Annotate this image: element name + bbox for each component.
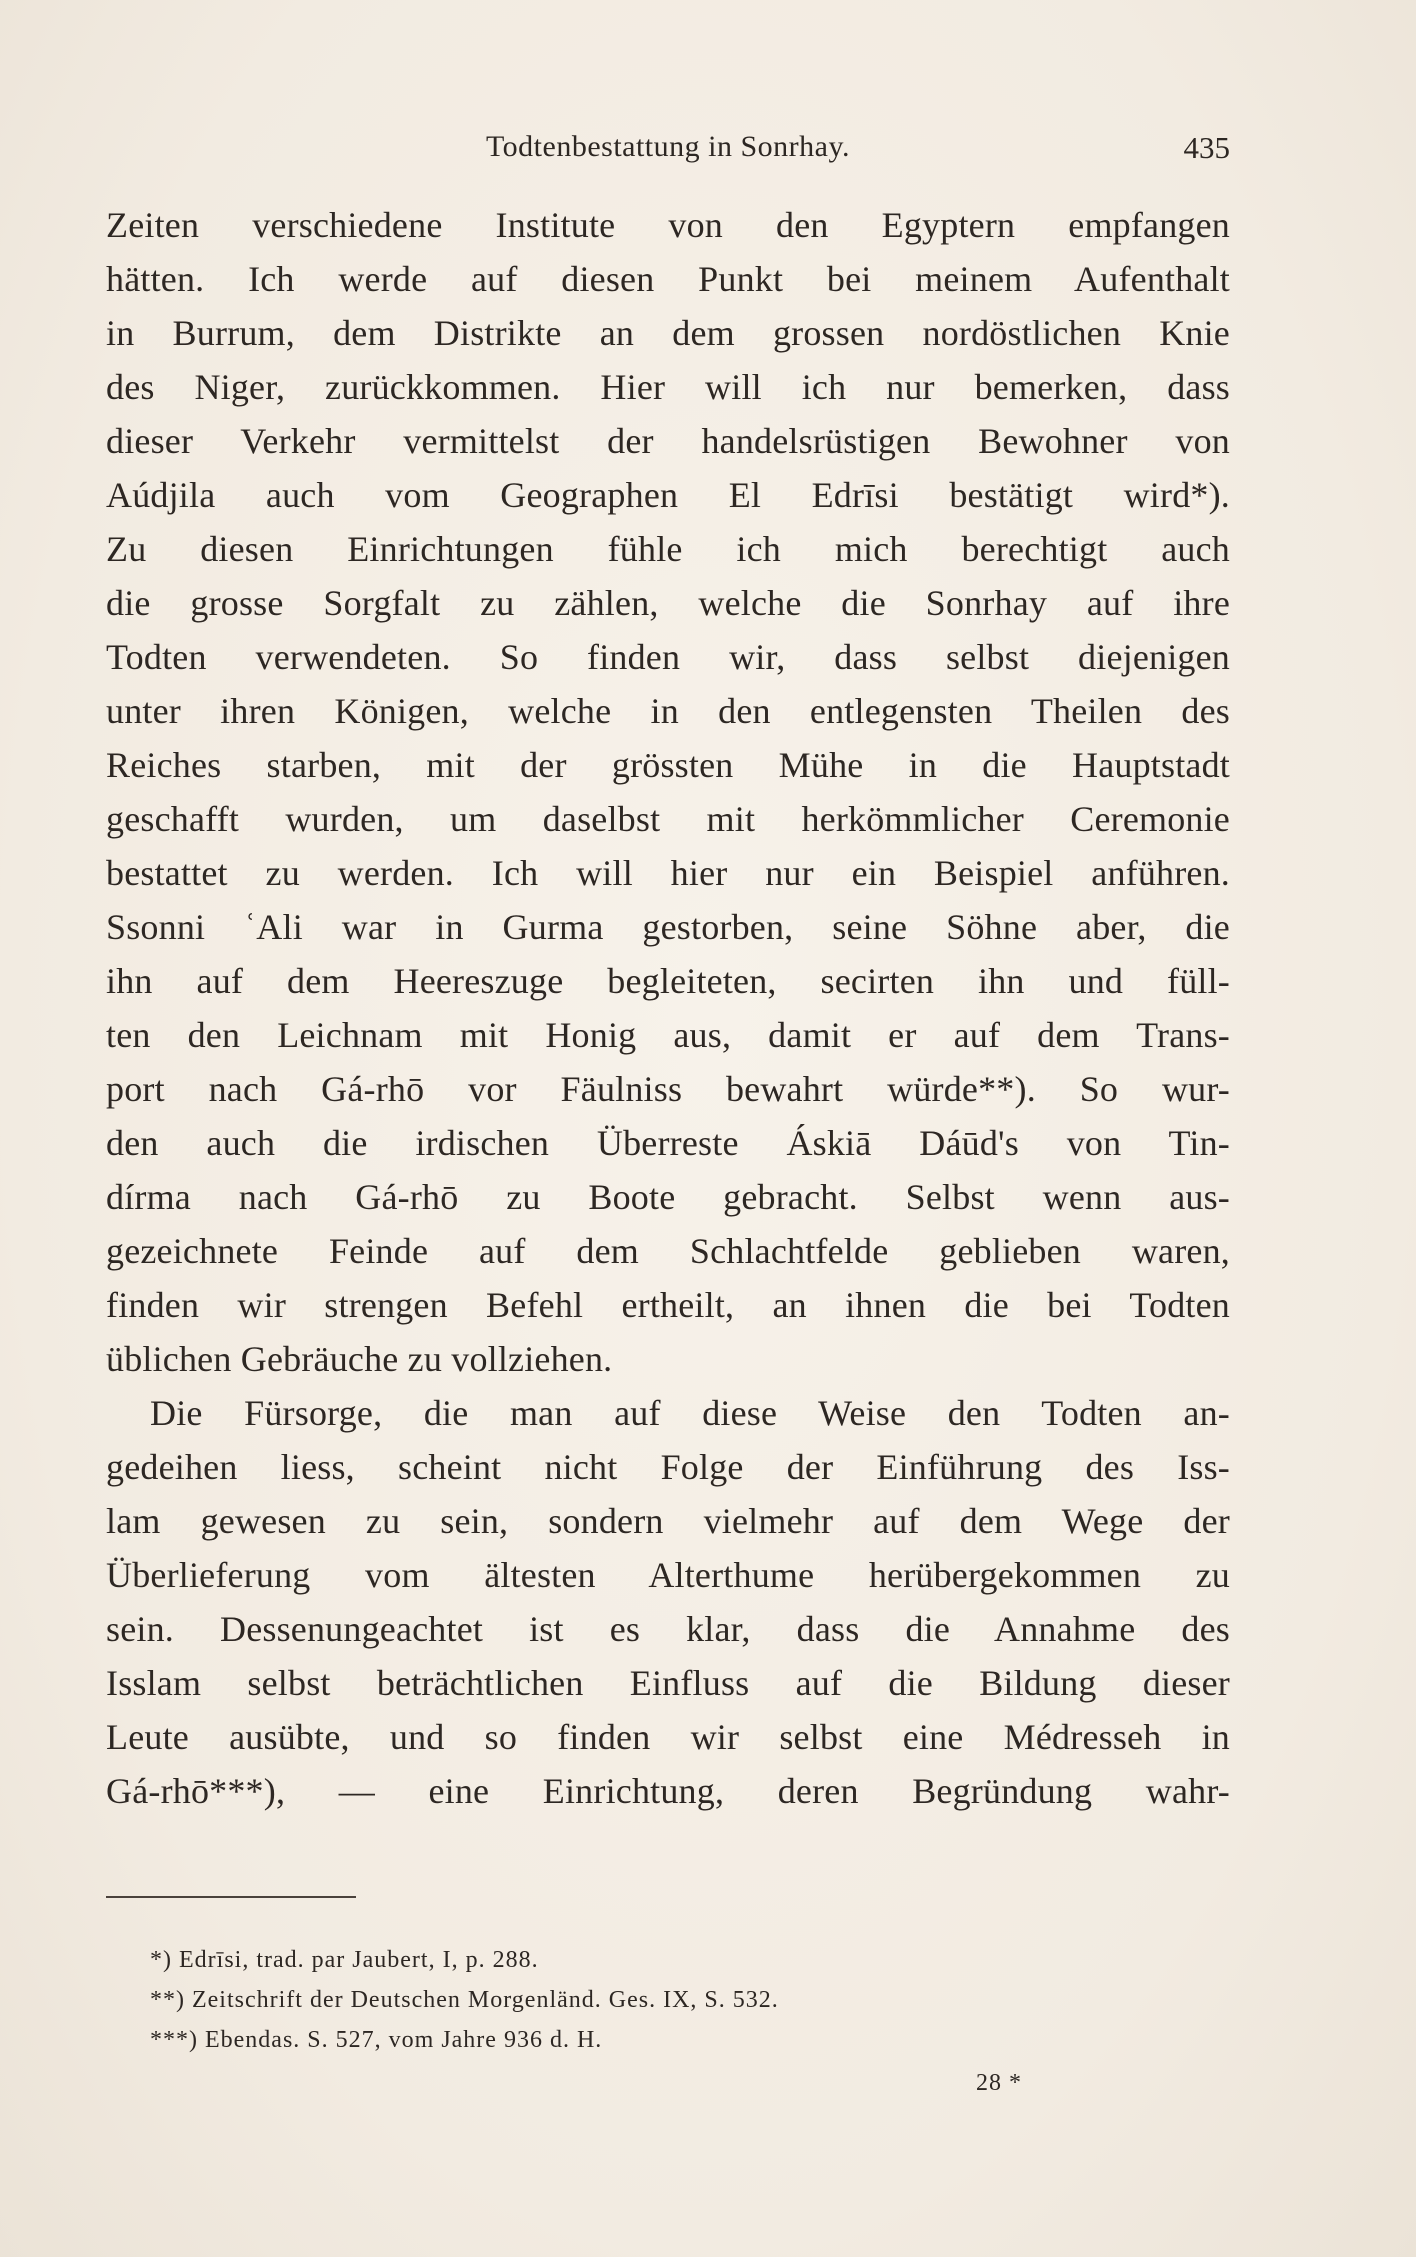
- text-line: des Niger, zurückkommen. Hier will ich nur bemerken, dass: [106, 367, 1230, 407]
- text-line: üblichen Gebräuche zu vollziehen.: [106, 1339, 613, 1379]
- text-line: gedeihen liess, scheint nicht Folge der Einführung des Iss-: [106, 1447, 1230, 1487]
- text-line: Reiches starben, mit der grössten Mühe in die Hauptstadt: [106, 745, 1230, 785]
- footnote: **) Zeitschrift der Deutschen Morgenländ. Ges. IX, S. 532.: [150, 1987, 779, 2013]
- footnote: *) Edrīsi, trad. par Jaubert, I, p. 288.: [150, 1947, 539, 1973]
- text-line: Isslam selbst beträchtlichen Einfluss auf die Bildung dieser: [106, 1663, 1230, 1703]
- text-line: geschafft wurden, um daselbst mit herkömmlicher Ceremonie: [106, 799, 1230, 839]
- text-line: die grosse Sorgfalt zu zählen, welche die Sonrhay auf ihre: [106, 583, 1230, 623]
- running-head: [106, 130, 1230, 174]
- footnotes: [150, 1940, 1150, 2060]
- text-line: gezeichnete Feinde auf dem Schlachtfelde geblieben waren,: [106, 1231, 1230, 1271]
- text-line: ten den Leichnam mit Honig aus, damit er auf dem Trans-: [106, 1015, 1230, 1055]
- text-line: Überlieferung vom ältesten Alterthume herübergekommen zu: [106, 1555, 1230, 1595]
- text-line: ihn auf dem Heereszuge begleiteten, secirten ihn und füll-: [106, 961, 1230, 1001]
- text-line: finden wir strengen Befehl ertheilt, an ihnen die bei Todten: [106, 1285, 1230, 1325]
- text-line: Gá-rhō***), — eine Einrichtung, deren Begründung wahr-: [106, 1771, 1230, 1811]
- text-line: dírma nach Gá-rhō zu Boote gebracht. Selbst wenn aus-: [106, 1177, 1230, 1217]
- text-line: hätten. Ich werde auf diesen Punkt bei meinem Aufenthalt: [106, 259, 1230, 299]
- text-line: lam gewesen zu sein, sondern vielmehr auf dem Wege der: [106, 1501, 1230, 1541]
- text-line: sein. Dessenungeachtet ist es klar, dass die Annahme des: [106, 1609, 1230, 1649]
- text-line: Die Fürsorge, die man auf diese Weise den Todten an-: [150, 1393, 1230, 1433]
- text-line: in Burrum, dem Distrikte an dem grossen nordöstlichen Knie: [106, 313, 1230, 353]
- printer-signature: 28 *: [976, 2070, 1022, 2096]
- text-line: Todten verwendeten. So finden wir, dass selbst diejenigen: [106, 637, 1230, 677]
- text-line: Zeiten verschiedene Institute von den Egyptern empfangen: [106, 205, 1230, 245]
- text-line: unter ihren Königen, welche in den entlegensten Theilen des: [106, 691, 1230, 731]
- page-number: 435: [1183, 130, 1230, 165]
- body-text: [106, 198, 1230, 1818]
- text-line: port nach Gá-rhō vor Fäulniss bewahrt würde**). So wur-: [106, 1069, 1230, 1109]
- footnote: ***) Ebendas. S. 527, vom Jahre 936 d. H.: [150, 2027, 603, 2053]
- text-line: Aúdjila auch vom Geographen El Edrīsi bestätigt wird*).: [106, 475, 1230, 515]
- text-line: Zu diesen Einrichtungen fühle ich mich berechtigt auch: [106, 529, 1230, 569]
- running-title: Todtenbestattung in Sonrhay.: [485, 130, 851, 163]
- text-line: den auch die irdischen Überreste Áskiā Dáūd's von Tin-: [106, 1123, 1230, 1163]
- text-line: Ssonni ʿAli war in Gurma gestorben, seine Söhne aber, die: [106, 907, 1230, 947]
- footnote-divider: [106, 1896, 356, 1898]
- text-line: Leute ausübte, und so finden wir selbst eine Médresseh in: [106, 1717, 1230, 1757]
- text-line: bestattet zu werden. Ich will hier nur ein Beispiel anführen.: [106, 853, 1230, 893]
- text-line: dieser Verkehr vermittelst der handelsrüstigen Bewohner von: [106, 421, 1230, 461]
